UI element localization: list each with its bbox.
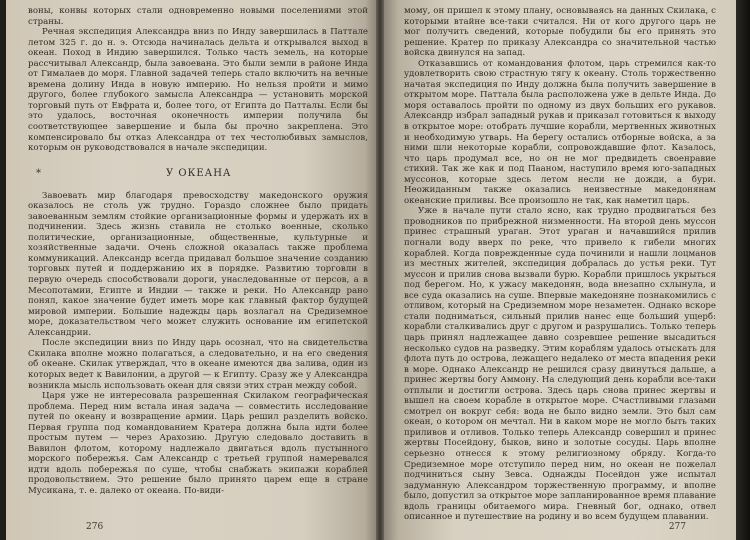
section-title: У ОКЕАНА xyxy=(166,167,232,179)
page-number-right: 277 xyxy=(668,522,686,532)
section-marker: * xyxy=(36,167,41,179)
paragraph: Речная экспедиция Александра вниз по Инду завершилась в Паттале летом 325 г. до н. э. Отсюда начиналась дельта и открывался выход в океан. Поход в Индию завершился. Только часть земель, на которые рассчитывал Александр, была завоевана. Это были земли в районе Инда от Гималаев до моря. Главной задачей теперь стало включить на вечные времена долину Инда в новую империю. Но нельзя пройти и мимо другого, более глубокого замысла Александра — установить морской торговый путь от Евфрата и, более того, от Египта до Патталы. Если бы это удалось, восточная оконечность империи получила бы соответствующее завершение и была бы прочно закреплена. Это компенсировало бы отказ Александра от тех честолюбивых замыслов, которым он руководствовался в начале экспедиции. xyxy=(28,27,368,154)
paragraph: мому, он пришел к этому плану, основываясь на данных Скилака, с которыми втайне все-таки считался. Ни от кого другого царь не мог получить сведений, которые побудили бы его принять это решение. Кратер по приказу Александра со значительной частью войска двинулся на запад. xyxy=(404,6,716,59)
book-gutter xyxy=(376,0,384,540)
book-cover-edge xyxy=(736,0,750,540)
left-page-text-top xyxy=(28,6,368,154)
paragraph: Отказавшись от командования флотом, царь стремился как-то удовлетворить свою страстную тягу к океану. Столь торжественно начатая экспедиция по Инду должна была получить завершение в открытом море. Патталa была расположена уже в дельте Инда. До моря оставалось пройти по одному из двух больших его рукавов. Александр избрал западный рукав и приказал готовиться к выходу в открытое море: отобрать лучшие корабли, мертвенных животных и необходимую утварь. На берегу остались отборные войска, а за ними шли некоторые корабли, сопровождавшие флот. Казалось, что царь продумал все, но он не мог предвидеть своенравие стихий. Так же как и под Пааном, наступило время юго-западных муссонов, которые здесь летом несли не дожди, а бури. Неожиданным также оказались неизвестные македонянам океанские приливы. Все произошло не так, как наметил царь. xyxy=(404,58,716,206)
left-page-text-section xyxy=(28,191,368,497)
paragraph: Завоевать мир благодаря превосходству македонского оружия оказалось не столь уж трудно. Гораздо сложнее было придать завоеванным землям стойкие организационные формы и удержать их в подчинении. Здесь жизнь ставила не столько военные, сколько политические, организационные, общественные, культурные и хозяйственные задачи. Очень сложной оказалась также проблема коммуникаций. Александр всегда придавал большое значение созданию торговых путей и поддержанию их в порядке. Развитию торговли в первую очередь способствовали дороги, унаследованные от персов, а в Месопотамии, Египте и Индии — также и реки. Но Александр рано понял, какое значение будет иметь море как главный фактор будущей мировой империи. Большие надежды царь возлагал на Средиземное море, доказательством чего может служить основание им египетской Александрии. xyxy=(28,190,368,338)
paragraph: Уже в начале пути стало ясно, как трудно продвигаться без проводников по прибрежной низменности. На второй день муссон принес страшный ураган. Этот ураган и начавшийся прилив погнали воду вверх по реке, что привело к гибели многих кораблей. Когда поврежденные суда починили и нашли лоцманов из местных жителей, экспедиция добралась до устья реки. Тут муссон и прилив снова вызвали бурю. Корабли пришлось укрыться под берегом. Но, к ужасу македонян, вода внезапно схлынула, и все суда оказались на суше. Впервые македоняне познакомились с отливом, который на Средиземном море незаметен. Однако вскоре стали подниматься, сильный прилив нанес еще больший ущерб: корабли сталкивались друг с другом и разрушались. Только теперь царь принял надлежащее давно созревшее решение высадиться несколько судов на разведку. Этим кораблям удалось отыскать для флота путь до острова, лежащего недалеко от места впадения реки в море. Однако Александр не решился сразу двинуться дальше, а принес жертвы богу Аммону. На следующий день корабли все-таки отплыли и достигли острова. Здесь царь снова принес жертвы и вышел на своем корабле в открытое море. Счастливыми глазами смотрел он вокруг себя: вода не было видно земли. Это был сам океан, о котором он мечтал. Ни в каком море не могло быть таких приливов и отливов. Только теперь Александр совершил и принес жертвы Посейдону, быков, вино и золотые сосуды. Царь вполне серьезно отнесся к этому религиозному обряду. Когда-то Средиземное море отступило перед ним, но океан не пожелал подчиниться сыну Зевса. Однажды Посейдон уже испытал задуманную Александром торжественную программу, и вполне было, допустил за открытое море запланированное время плавание вдоль границы обитаемого мира. Гневный бог, однако, отвел описанное и путешествие на родину и во всем будущем плавании. xyxy=(404,206,716,523)
right-page xyxy=(384,0,736,540)
right-page-text xyxy=(404,6,716,523)
paragraph: Царя уже не интересовала разрешенная Скилаком географическая проблема. Перед ним встала иная задача — совместить исследование путей по океану и возвращение армии. Царь решил разделить войско. Первая группа под командованием Кратера должна была идти более простым путем — через Арахозию. Другую следовало доставить в Вавилон флотом, которому надлежало двигаться вдоль пустынного морского побережья. Сам Александр с третьей группой намеревался идти вдоль побережья по суше, чтобы снабжать экипажи кораблей продовольствием. Это решение было принято царем еще в стране Мусикана, т. е. далеко от океана. По-види- xyxy=(28,391,368,496)
paragraph: воны, конвы которых стали одновременно новыми поселениями этой страны. xyxy=(28,6,368,27)
left-page xyxy=(6,0,376,540)
page-number-left: 276 xyxy=(86,522,104,532)
paragraph: После экспедиции вниз по Инду царь осознал, что на свидетельства Скилака вполне можно полагаться, а следовательно, и на его сведения об океане. Скилак утверждал, что в океане имеются два залива, один из которых ведет к Вавилонии, а другой — к Египту. Сразу же у Александра возникла мысль использовать океан для связи этих стран между собой. xyxy=(28,338,368,391)
section-heading xyxy=(28,168,368,179)
